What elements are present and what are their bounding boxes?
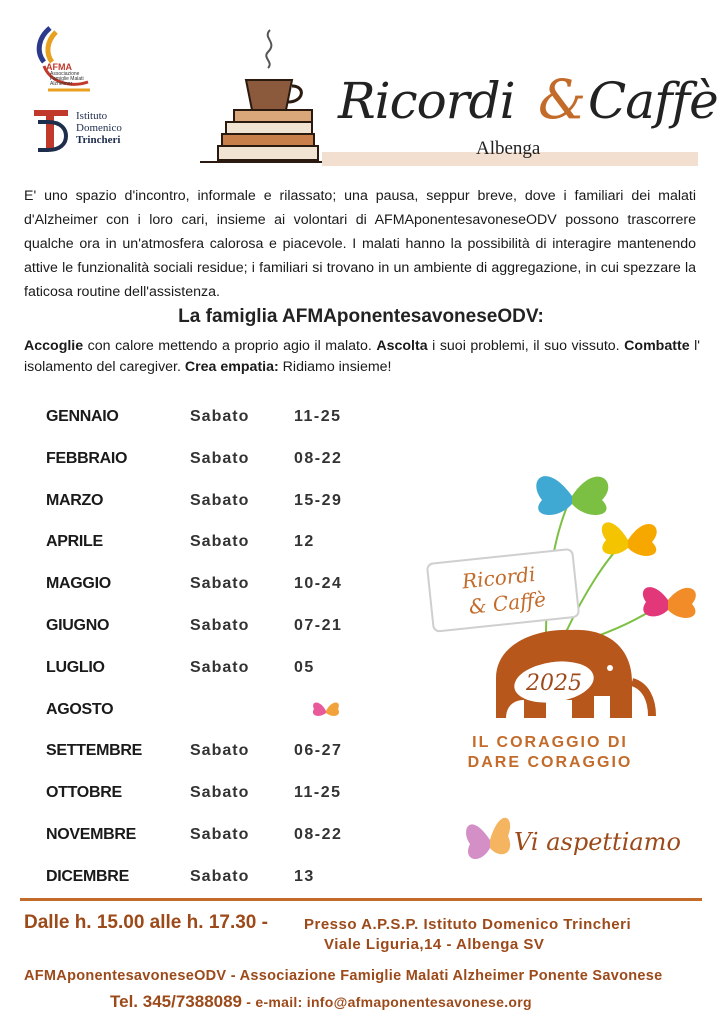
schedule-row xyxy=(46,482,366,524)
schedule-month: MAGGIO xyxy=(46,575,111,593)
schedule-table xyxy=(46,398,366,900)
ricordi-caffe-card xyxy=(427,549,579,632)
card-line1: Ricordi xyxy=(460,561,537,594)
schedule-dates: 05 xyxy=(294,658,315,676)
coffee-books-illustration xyxy=(200,24,330,170)
schedule-dates: 08-22 xyxy=(294,449,343,467)
slogan-line2: DARE CORAGGIO xyxy=(467,754,633,771)
schedule-month: DICEMBRE xyxy=(46,867,129,885)
schedule-row xyxy=(46,565,366,607)
statement-text: i suoi problemi, il suo vissuto. xyxy=(427,338,625,354)
schedule-month: LUGLIO xyxy=(46,658,105,676)
schedule-dates: 12 xyxy=(294,533,315,551)
afma-logo-text: AFMA xyxy=(46,62,72,72)
schedule-dates: 06-27 xyxy=(294,742,343,760)
schedule-dates: 10-24 xyxy=(294,575,343,593)
butterfly-icon xyxy=(460,800,516,872)
schedule-month: OTTOBRE xyxy=(46,784,122,802)
schedule-month: GIUGNO xyxy=(46,616,110,634)
schedule-row xyxy=(46,607,366,649)
schedule-row xyxy=(46,774,366,816)
footer-divider xyxy=(20,898,702,901)
contact-line xyxy=(110,992,532,1012)
schedule-day: Sabato xyxy=(190,408,250,425)
schedule-day: Sabato xyxy=(190,616,250,634)
email-address: - e-mail: info@afmaponentesavonese.org xyxy=(242,994,532,1010)
butterfly-icon xyxy=(602,522,657,556)
schedule-month: APRILE xyxy=(46,533,103,551)
butterfly-icon xyxy=(643,587,696,618)
statement-text: l' isolamento del caregiver. xyxy=(24,338,700,375)
schedule-dates: 07-21 xyxy=(294,616,343,634)
slogan-line1: IL CORAGGIO DI xyxy=(472,734,628,751)
trincheri-name-line3: Trincheri xyxy=(76,134,121,146)
phone-number: Tel. 345/7388089 xyxy=(110,992,243,1011)
page-title-ricordi: Ricordi xyxy=(338,72,515,130)
schedule-row xyxy=(46,649,366,691)
venue-line1: Presso A.P.S.P. Istituto Domenico Trincheri xyxy=(304,916,632,933)
schedule-row xyxy=(46,440,366,482)
statement-text: con calore mettendo a proprio agio il malato. xyxy=(83,338,377,354)
trincheri-name-line1: Istituto xyxy=(76,110,108,122)
schedule-row xyxy=(46,858,366,900)
elephant-icon xyxy=(496,630,652,718)
schedule-month: SETTEMBRE xyxy=(46,742,142,760)
schedule-month: MARZO xyxy=(46,491,104,509)
year-label: 2025 xyxy=(526,671,582,696)
schedule-day: Sabato xyxy=(190,575,250,593)
schedule-month: GENNAIO xyxy=(46,408,119,425)
mission-statement xyxy=(24,336,700,378)
schedule-dates: 15-29 xyxy=(294,491,343,509)
schedule-row xyxy=(46,523,366,565)
schedule-month: NOVEMBRE xyxy=(46,825,137,843)
butterfly-icon xyxy=(310,697,342,725)
schedule-day: Sabato xyxy=(190,449,250,467)
schedule-day: Sabato xyxy=(190,742,250,760)
schedule-dates: 11-25 xyxy=(294,784,342,802)
schedule-dates: 13 xyxy=(294,867,315,885)
schedule-day: Sabato xyxy=(190,825,250,843)
opening-hours xyxy=(24,912,268,934)
trincheri-name-line2: Domenico xyxy=(76,122,122,134)
schedule-day: Sabato xyxy=(190,867,250,885)
schedule-day: Sabato xyxy=(190,784,250,802)
schedule-day: Sabato xyxy=(190,658,250,676)
schedule-row xyxy=(46,732,366,774)
trincheri-logo-icon xyxy=(32,108,72,154)
card-line2: & Caffè xyxy=(467,586,548,619)
statement-keyword-combatte: Combatte xyxy=(624,338,690,354)
schedule-day: Sabato xyxy=(190,491,250,509)
section-heading: La famiglia AFMAponentesavoneseODV: xyxy=(178,306,544,327)
schedule-dates: 08-22 xyxy=(294,825,343,843)
schedule-dates: 11-25 xyxy=(294,408,342,425)
statement-text: Ridiamo insieme! xyxy=(278,359,392,375)
intro-paragraph: E' uno spazio d'incontro, informale e rilassato; una pausa, seppur breve, dove i familiari dei malati d'Alzheimer con i loro cari, insieme ai volontari di AFMAponentesavoneseODV possono trascorrere qualche ora in un'atmosfera calorosa e piacevole. I malati hanno la possibilità di interagire mantenendo attive le funzionalità sociali residue; i familiari si trovano in un ambiente di aggregazione, in cui spezzare la faticosa routine dell'assistenza. xyxy=(24,188,696,300)
schedule-day: Sabato xyxy=(190,533,250,551)
afma-logo-subtitle: Associazione Famiglie Malati Alzheimer xyxy=(50,71,84,87)
page-title-ampersand: & xyxy=(538,68,587,131)
elephant-butterflies-artwork xyxy=(396,460,714,780)
statement-keyword-accoglie: Accoglie xyxy=(24,338,84,354)
association-name: AFMAponentesavoneseODV - Associazione Famiglie Malati Alzheimer Ponente Savonese xyxy=(24,968,663,984)
hours-text: Dalle h. 15.00 alle h. 17.30 xyxy=(24,912,257,933)
statement-keyword-ascolta: Ascolta xyxy=(376,338,428,354)
statement-keyword-empatia: Crea empatia: xyxy=(184,359,279,375)
trincheri-logo xyxy=(32,108,162,154)
schedule-month: FEBBRAIO xyxy=(46,449,128,467)
page-subtitle-city: Albenga xyxy=(476,138,541,159)
afma-logo xyxy=(30,22,96,102)
schedule-row xyxy=(46,398,366,440)
venue-line2: Viale Liguria,14 - Albenga SV xyxy=(324,936,545,953)
vi-aspettiamo-text: Vi aspettiamo xyxy=(514,828,681,856)
butterfly-icon xyxy=(536,476,608,515)
page-title-caffe: Caffè xyxy=(588,72,718,130)
hours-separator: - xyxy=(256,912,268,933)
schedule-row xyxy=(46,816,366,858)
schedule-row xyxy=(46,691,366,733)
schedule-month: AGOSTO xyxy=(46,700,114,718)
